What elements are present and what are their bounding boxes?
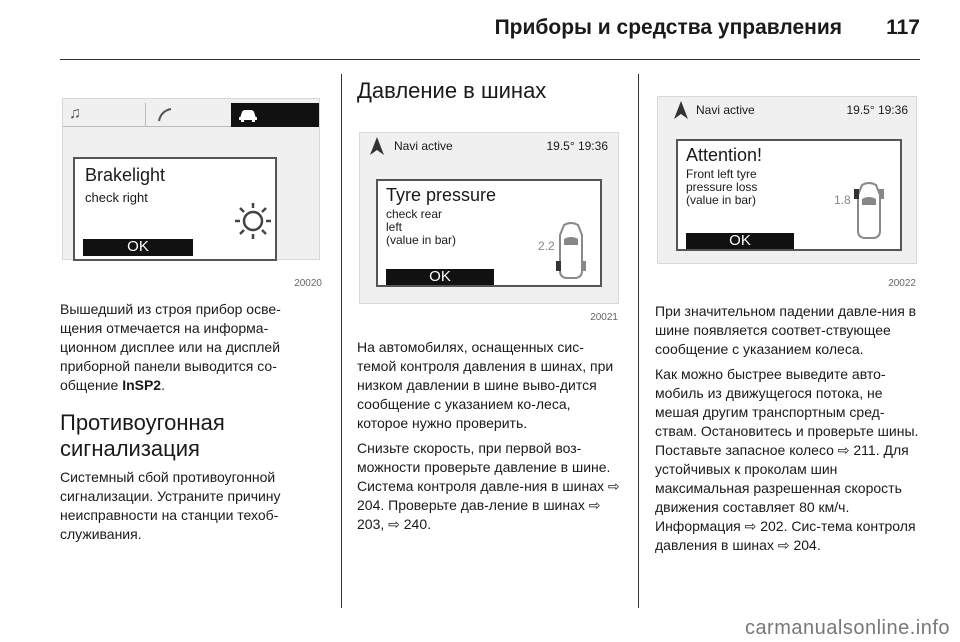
tab-bar (63, 103, 319, 127)
section-title: Приборы и средства управления (494, 16, 842, 39)
col2-text (357, 338, 622, 540)
phone-icon (155, 105, 175, 125)
navigation-arrow-icon (674, 101, 688, 119)
car-top-view-icon (854, 181, 884, 241)
ok-button[interactable]: OK (386, 269, 494, 285)
display-screen (62, 98, 320, 260)
navigation-arrow-icon (370, 137, 384, 155)
temp-time: 19.5° 19:36 (546, 139, 608, 153)
figure-number: 20021 (590, 312, 618, 323)
dialog-line: (value in bar) (386, 233, 457, 247)
navi-status: Navi active (394, 139, 453, 153)
figure-number: 20020 (294, 278, 322, 289)
pressure-value: 2.2 (538, 239, 555, 253)
figure-tyre-pressure (357, 112, 622, 324)
figure-attention (655, 88, 920, 296)
watermark: carmanualsonline.info (744, 617, 950, 639)
dialog-lines (386, 208, 456, 247)
dialog-message: check right (85, 190, 148, 205)
temp-time: 19.5° 19:36 (846, 103, 908, 117)
music-note-icon: ♫ (69, 105, 81, 122)
col1-paragraph-2: Системный сбой противоугонной сигнализации. Устраните причину неисправности на станции техоб-служивания. (60, 469, 281, 542)
tab-separator (145, 103, 146, 127)
display-screen (359, 132, 619, 304)
tab-car-selected (231, 103, 319, 127)
dialog-line: check rear (386, 207, 443, 221)
dialog-title: Brakelight (85, 165, 166, 185)
figure-brakelight (60, 88, 322, 294)
dialog-lines (686, 168, 757, 207)
para-text-end: . (161, 377, 165, 393)
navi-bar (658, 97, 916, 123)
col1-paragraph-1 (60, 300, 322, 395)
heading-tyre-pressure: Давление в шинах (357, 78, 547, 103)
heading-alarm: Противоугонная сигнализация (60, 410, 225, 461)
dialog-line: Front left tyre (686, 167, 757, 181)
para-text: Вышедший из строя прибор осве-щения отмечается на информа-ционном дисплее или на дисплей приборной панели выводится со-общение (60, 301, 281, 393)
page-number: 117 (886, 16, 920, 39)
col2-paragraph-2: Снизьте скорость, при первой воз-можности проверьте давление в шине. Система контроля давле-ния в шинах ⇨ 204. Проверьте дав-ление в шинах ⇨ 203, ⇨ 240. (357, 440, 620, 532)
column-divider-1 (341, 74, 342, 608)
figure-number: 20022 (888, 278, 916, 289)
dialog-line: (value in bar) (686, 193, 757, 207)
col3-paragraph-2: Как можно быстрее выведите авто-мобиль из движущегося потока, не мешая другим транспортным сред-ствам. Остановитесь и проверьте шины. Поставьте запасное колесо ⇨ 211. Для устойчивых к проколам шин максимальная разрешенная скорость движения составляет 80 км/ч. Информация ⇨ 202. Сис-тема контроля давления в шинах ⇨ 204. (655, 366, 919, 553)
navi-bar (360, 133, 618, 159)
col3-text (655, 302, 920, 561)
car-icon (237, 107, 259, 123)
car-top-view-icon (556, 221, 586, 281)
header-divider (60, 59, 920, 60)
dialog-title: Attention! (686, 145, 763, 165)
display-screen (657, 96, 917, 264)
page-header (0, 0, 960, 62)
brakelight-bulb-icon (231, 199, 275, 243)
dialog-line: pressure loss (686, 180, 758, 194)
navi-status: Navi active (696, 103, 755, 117)
message-code: InSP2 (122, 377, 162, 393)
dialog-line: left (386, 220, 403, 234)
ok-button[interactable]: OK (686, 233, 794, 249)
col2-paragraph-1: На автомобилях, оснащенных сис-темой контроля давления в шинах, при низком давлении в шине выво-дится сообщение с указанием ко-леса, которое нужно проверить. (357, 339, 614, 431)
pressure-value: 1.8 (834, 193, 851, 207)
dialog-title: Tyre pressure (386, 185, 497, 205)
col3-paragraph-1: При значительном падении давле-ния в шине появляется соответ-ствующее сообщение с указанием колеса. (655, 303, 917, 357)
ok-button[interactable]: OK (83, 239, 193, 256)
column-divider-2 (638, 74, 639, 608)
